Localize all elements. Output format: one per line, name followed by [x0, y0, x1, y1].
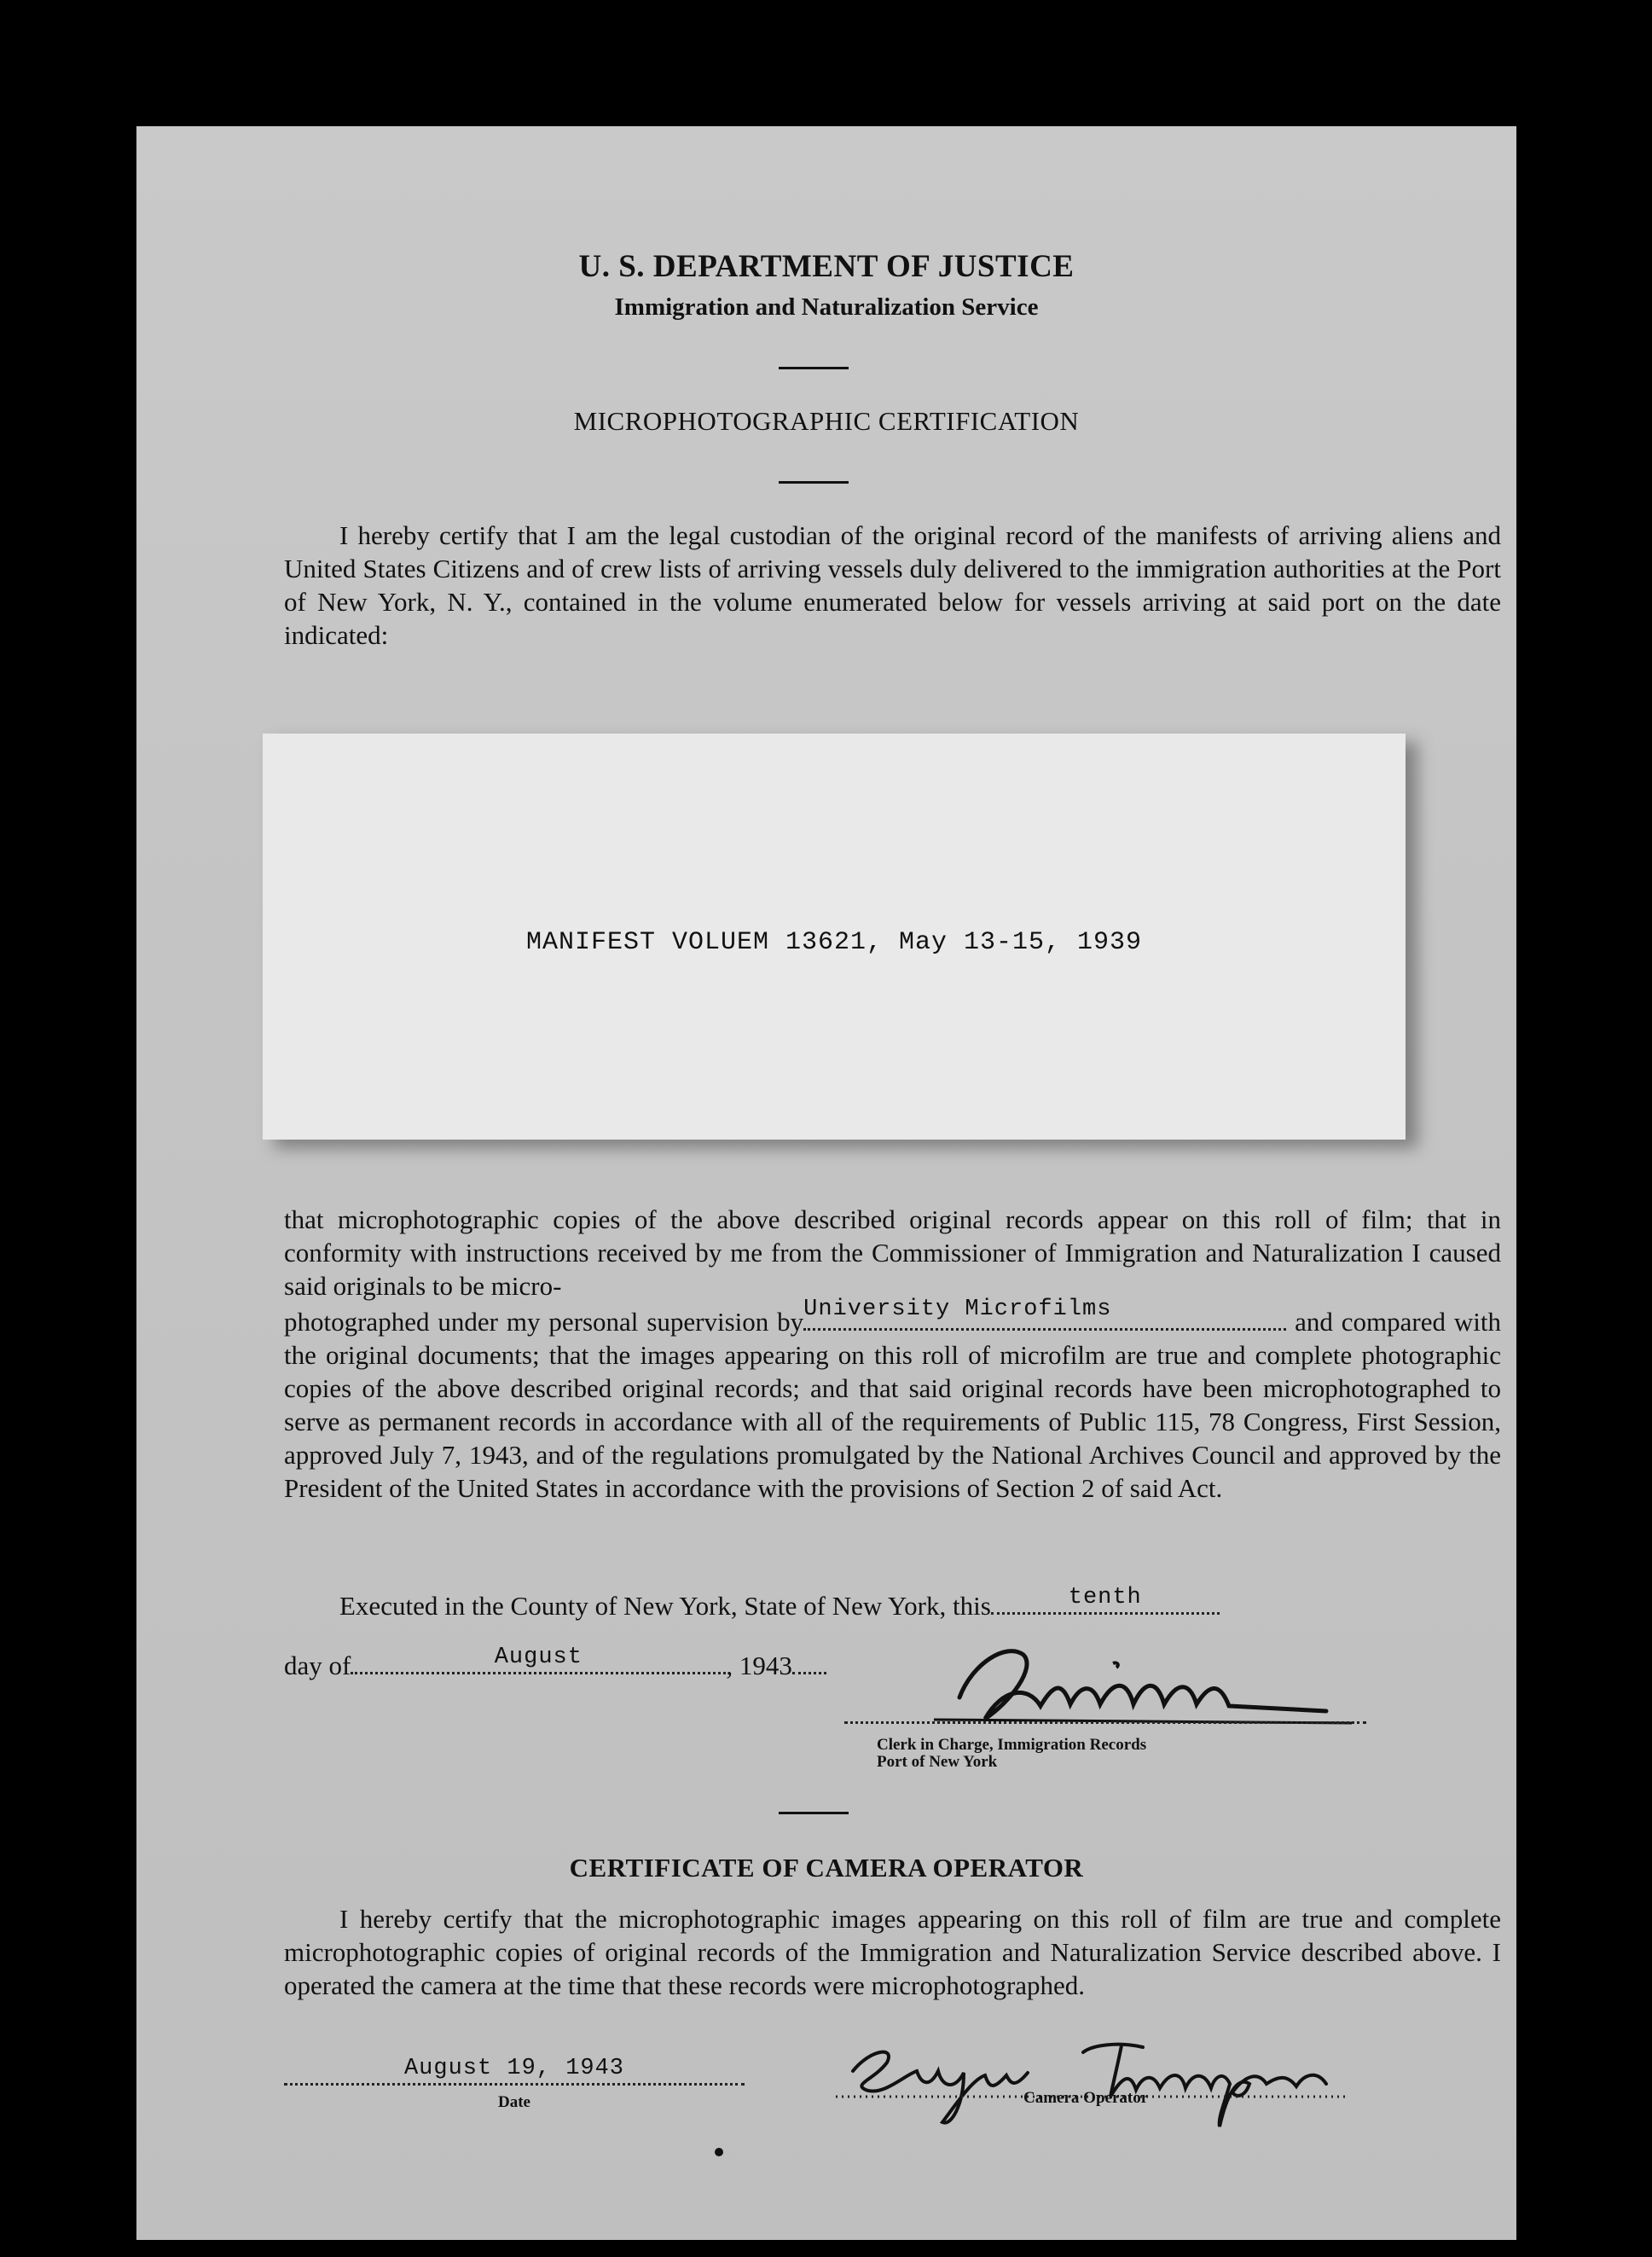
camera-date-block	[284, 2056, 745, 2111]
volume-slip-text: MANIFEST VOLUEM 13621, May 13-15, 1939	[525, 928, 1143, 957]
certification-page	[136, 126, 1516, 2240]
divider	[779, 367, 849, 369]
camera-date-field	[284, 2056, 745, 2086]
month-field	[351, 1646, 726, 1674]
clerk-title	[877, 1737, 1146, 1771]
clerk-signature-line	[844, 1721, 1366, 1724]
day-of-label: day of	[284, 1651, 351, 1680]
date-line	[284, 1646, 826, 1681]
trailing-dots	[792, 1646, 826, 1674]
body-lead: that microphotographic copies of the above described original records appear on this roll of film; that in conformity with instructions received by me from the Commissioner of Immigration and Naturalization I caused said originals to be micro-	[284, 1204, 1501, 1301]
execution-line	[339, 1587, 1220, 1622]
intro-paragraph: I hereby certify that I am the legal custodian of the original record of the manifests of arriving aliens and United States Citizens and of crew lists of arriving vessels duly delivered to the immigration authorities at the Port of New York, N. Y., contained in the volume enumerated below for vessels arriving at said port on the date indicated:	[284, 520, 1501, 650]
camera-operator-signature	[836, 2037, 1356, 2131]
divider	[779, 481, 849, 484]
clerk-signature	[925, 1638, 1369, 1732]
certification-body	[284, 1203, 1501, 1505]
photographed-by-field	[803, 1297, 1286, 1331]
execution-prefix: Executed in the County of New York, State of New York, this	[339, 1591, 991, 1621]
day-value: tenth	[1068, 1585, 1142, 1610]
month-value: August	[494, 1645, 583, 1670]
camera-certificate-text: I hereby certify that the microphotographic images appearing on this roll of film are true and complete microphotographic copies of original records of the Immigration and Naturalization Service described above. I operated the camera at the time that these records were microphotographed.	[284, 1904, 1501, 2000]
service-subheading: Immigration and Naturalization Service	[614, 293, 1039, 321]
year-text: , 1943	[726, 1651, 792, 1680]
divider	[779, 1812, 849, 1814]
department-heading: U. S. DEPARTMENT OF JUSTICE	[578, 249, 1075, 284]
camera-operator-label: Camera Operator	[1023, 2089, 1149, 2107]
clerk-title-line2: Port of New York	[877, 1753, 998, 1771]
volume-slip	[263, 734, 1406, 1140]
body-rest: and compared with the original documents; that the images appearing on this roll of microfilm are true and complete photographic copies of the above described original records; and that said original records have been microphotographed to serve as permanent records in accordance with all of the requirements of Public 115, 78 Congress, First Session, approved July 7, 1943, and of the regulations promulgated by the National Archives Council and approved by the President of the United States in accordance with the provisions of Section 2 of said Act.	[284, 1307, 1502, 1503]
punch-dot	[715, 2148, 723, 2156]
camera-date-value: August 19, 1943	[403, 2056, 625, 2081]
photographed-by-value: University Microfilms	[803, 1297, 1112, 1322]
clerk-title-line1: Clerk in Charge, Immigration Records	[877, 1736, 1147, 1754]
camera-date-label: Date	[498, 2093, 530, 2111]
camera-certificate-title: CERTIFICATE OF CAMERA OPERATOR	[569, 1853, 1084, 1883]
photographed-by-label: photographed under my personal supervision by	[284, 1307, 804, 1337]
form-title: MICROPHOTOGRAPHIC CERTIFICATION	[573, 406, 1080, 436]
day-field	[991, 1587, 1220, 1615]
